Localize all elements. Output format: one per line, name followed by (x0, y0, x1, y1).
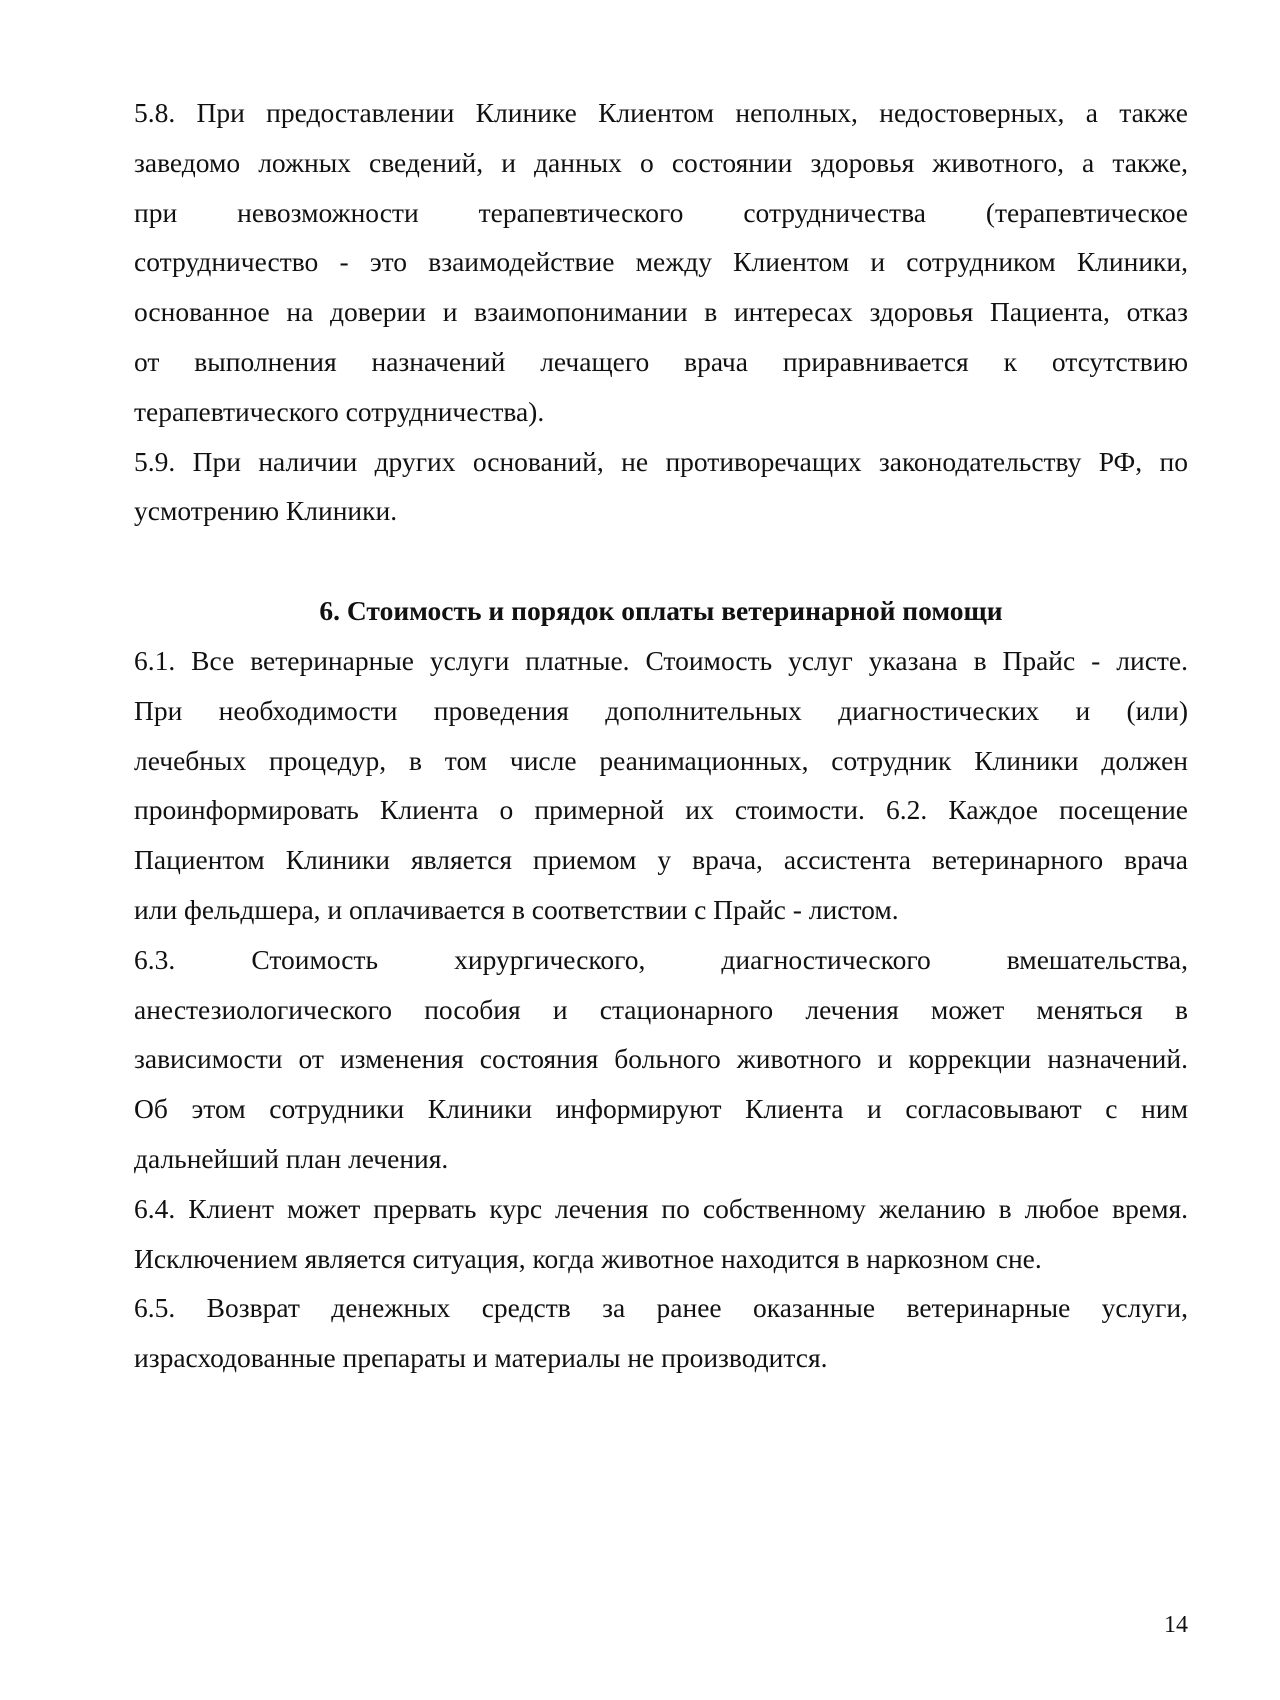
paragraph (134, 1283, 1188, 1383)
text-line: сотрудничество - это взаимодействие между Клиентом и сотрудником Клиники, (134, 246, 1188, 278)
paragraph (134, 437, 1188, 537)
document-body (134, 88, 1188, 1383)
text-line: 6.1. Все ветеринарные услуги платные. Стоимость услуг указана в Прайс - листе. (134, 644, 1188, 676)
text-line: Об этом сотрудники Клиники информируют Клиента и согласовывают с ним (134, 1093, 1188, 1125)
text-line: 5.9. При наличии других оснований, не противоречащих законодательству РФ, по (134, 445, 1188, 477)
text-line: проинформировать Клиента о примерной их стоимости. 6.2. Каждое посещение (134, 794, 1188, 826)
text-line: 6.5. Возврат денежных средств за ранее оказанные ветеринарные услуги, (134, 1292, 1188, 1324)
text-line: 6.3. Стоимость хирургического, диагностического вмешательства, (134, 943, 1188, 975)
text-line: зависимости от изменения состояния больного животного и коррекции назначений. (134, 1043, 1188, 1075)
paragraph (134, 935, 1188, 1184)
section-heading: 6. Стоимость и порядок оплаты ветеринарной помощи (319, 595, 1003, 627)
text-line: при невозможности терапевтического сотрудничества (терапевтическое (134, 196, 1188, 228)
text-line: от выполнения назначений лечащего врача приравнивается к отсутствию (134, 345, 1188, 377)
text-line: Исключением является ситуация, когда животное находится в наркозном сне. (134, 1242, 1042, 1274)
text-line: 6.4. Клиент может прервать курс лечения по собственному желанию в любое время. (134, 1192, 1188, 1224)
text-line: анестезиологического пособия и стационарного лечения может меняться в (134, 993, 1188, 1025)
text-line: основанное на доверии и взаимопонимании в интересах здоровья Пациента, отказ (134, 296, 1188, 328)
text-line: Пациентом Клиники является приемом у врача, ассистента ветеринарного врача (134, 844, 1188, 876)
text-line: усмотрению Клиники. (134, 495, 398, 527)
text-line: или фельдшера, и оплачивается в соответствии с Прайс - листом. (134, 893, 899, 925)
text-line: 5.8. При предоставлении Клинике Клиентом неполных, недостоверных, а также (134, 97, 1188, 128)
page-number: 14 (1164, 1612, 1188, 1638)
text-line: дальнейший план лечения. (134, 1142, 449, 1174)
text-line: израсходованные препараты и материалы не производится. (134, 1342, 828, 1374)
text-line: заведомо ложных сведений, и данных о состоянии здоровья животного, а также, (134, 146, 1188, 178)
text-line: лечебных процедур, в том числе реанимационных, сотрудник Клиники должен (134, 744, 1188, 776)
paragraph (134, 88, 1188, 437)
paragraph (134, 636, 1188, 935)
text-line: При необходимости проведения дополнительных диагностических и (или) (134, 694, 1188, 726)
text-line: терапевтического сотрудничества). (134, 395, 545, 427)
section-spacer (134, 536, 1188, 586)
paragraph (134, 1184, 1188, 1284)
